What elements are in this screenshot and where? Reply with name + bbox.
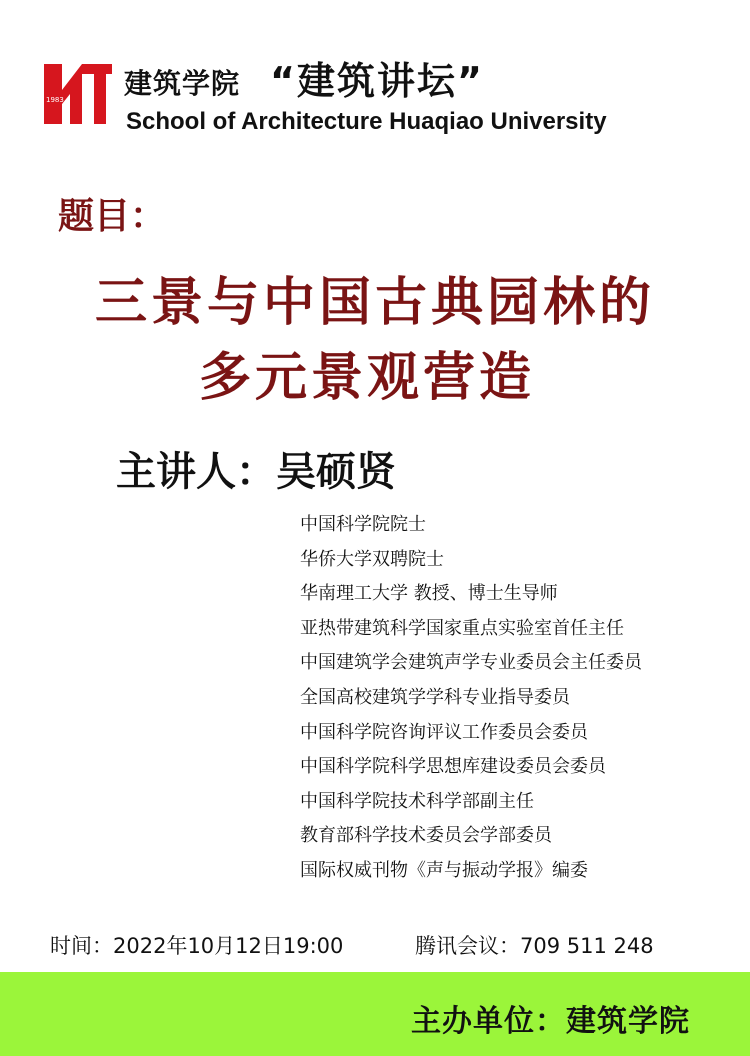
speaker-title-item: 教育部科学技术委员会学部委员 (300, 825, 552, 847)
topic-label: 题目： (58, 196, 167, 237)
speaker-title-item: 中国科学院咨询评议工作委员会委员 (300, 721, 588, 743)
speaker-title-item: 中国建筑学会建筑声学专业委员会主任委员 (300, 652, 642, 674)
speaker-title-item: 亚热带建筑科学国家重点实验室首任主任 (300, 617, 624, 639)
logo-year: 1983 (46, 96, 64, 104)
speaker-title-item: 华侨大学双聘院士 (300, 548, 444, 570)
speaker-title-item: 中国科学院院士 (300, 514, 426, 535)
school-name-en: School of Architecture Huaqiao University (126, 108, 607, 135)
event-time: 时间：2022年10月12日19:00 (50, 934, 344, 958)
speaker-title-item: 中国科学院科学思想库建设委员会委员 (300, 756, 606, 778)
forum-title: “建筑讲坛” (270, 59, 484, 103)
footer-band (0, 972, 750, 1056)
topic-title-line2: 多元景观营造 (198, 348, 535, 408)
topic-title-line1: 三景与中国古典园林的 (94, 273, 655, 333)
speaker-titles (300, 508, 642, 889)
speaker-title-item: 中国科学院技术科学部副主任 (300, 790, 534, 812)
speaker-title-item: 国际权威刊物《声与振动学报》编委 (300, 859, 588, 881)
organizer: 主办单位：建筑学院 (411, 1004, 690, 1039)
speaker-title-item: 全国高校建筑学学科专业指导委员 (300, 686, 570, 708)
speaker-title-item: 华南理工大学 教授、博士生导师 (300, 583, 558, 605)
school-logo (42, 60, 114, 128)
school-name-cn: 建筑学院 (124, 67, 241, 100)
speaker-name: 主讲人：吴硕贤 (116, 448, 396, 495)
meeting-id: 腾讯会议：709 511 248 (415, 934, 654, 958)
